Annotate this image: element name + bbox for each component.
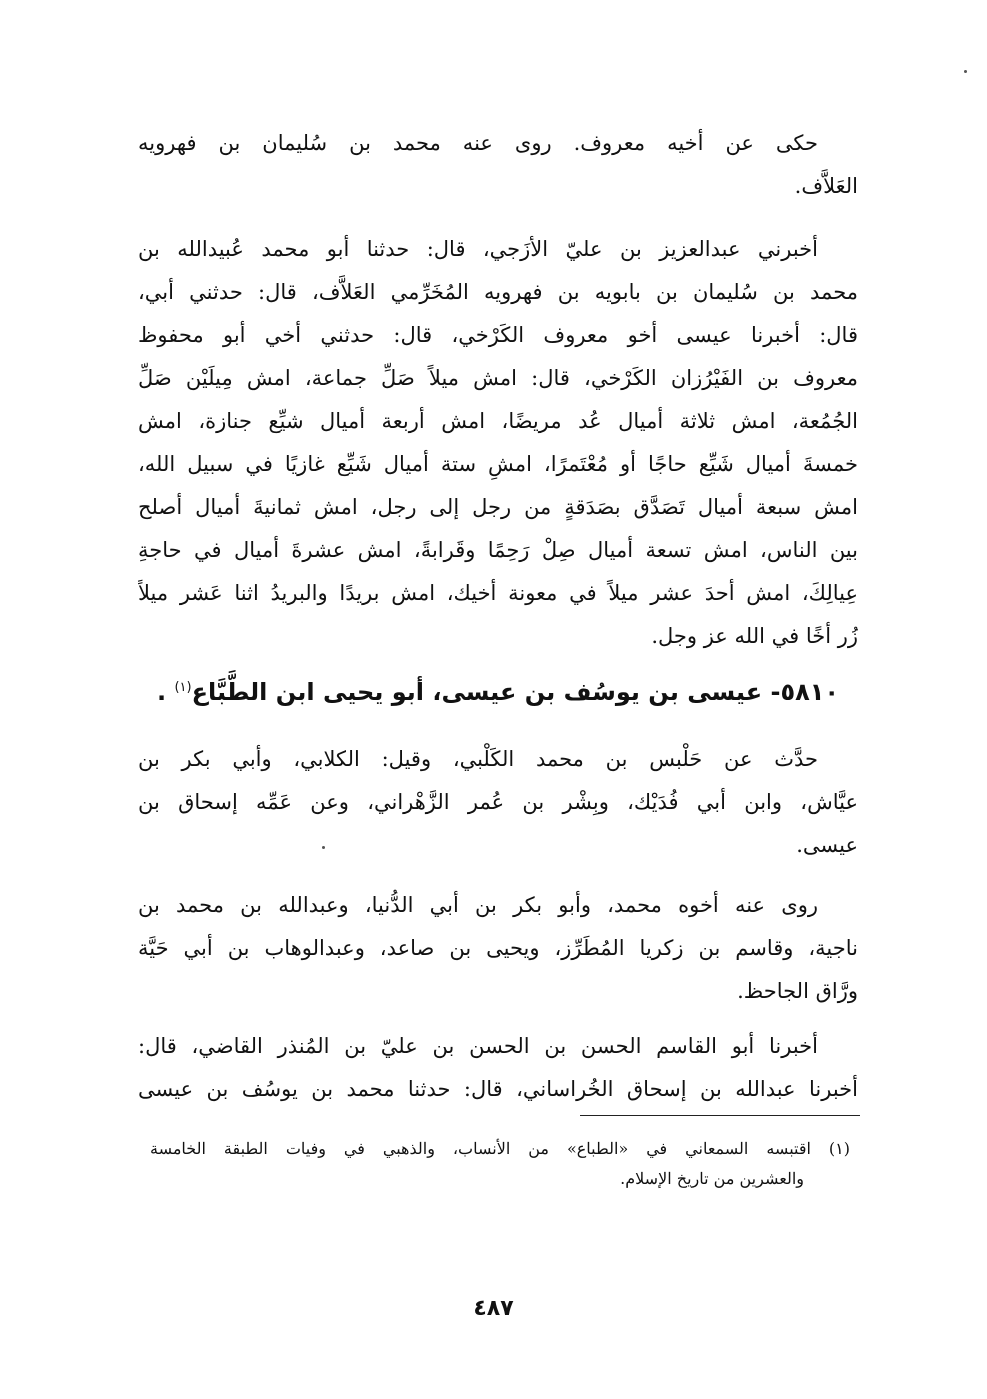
- text-line: بين الناس، امش تسعة أميال صِلْ رَحِمًا وقَرابةً، امش عشرةَ أميال في حاجةِ: [138, 538, 858, 562]
- scan-speck: [964, 70, 967, 73]
- entry-heading: [138, 668, 858, 712]
- text-line: حكى عن أخيه معروف. روى عنه محمد بن سُليمان بن فهرويه: [138, 131, 818, 155]
- text-line: أخبرنا أبو القاسم الحسن بن الحسن بن عليّ بن المُنذر القاضي، قال:: [138, 1034, 818, 1058]
- footnote-divider: [580, 1115, 860, 1116]
- text-line: عيَّاش، وابن أبي فُدَيْك، وبِشْر بن عُمر الزَّهْراني، وعن عَمِّه إسحاق بن: [138, 790, 858, 814]
- text-line: ورَّاق الجاحظ.: [737, 979, 858, 1003]
- text-line: امش سبعة أميال تَصَدَّق بصَدَقةٍ من رجل إلى رجل، امش ثمانيةَ أميال أصلح: [138, 495, 858, 519]
- scan-speck: [322, 846, 325, 849]
- paragraph-2: [138, 228, 858, 658]
- text-line: روى عنه أخوه محمد، وأبو بكر بن أبي الدُّنيا، وعبدالله بن محمد بن: [138, 893, 818, 917]
- footnote-marker: (١): [174, 680, 192, 695]
- text-line: خمسةَ أميال شَيِّع حاجًا أو مُعْتَمرًا، امشِ ستة أميال شَيِّع غازيًا في سبيل الله،: [138, 452, 858, 476]
- paragraph-3: [138, 738, 858, 867]
- text-line: الجُمُعة، امش ثلاثة أميال عُد مريضًا، امش أربعة أميال شيِّع جنازة، امش: [138, 409, 858, 433]
- text-line: العَلاَّف.: [794, 174, 858, 198]
- footnote-line: (١) اقتبسه السمعاني في «الطباع» من الأنساب، والذهبي في وفيات الطبقة الخامسة: [150, 1139, 850, 1158]
- text-line: قال: أخبرنا عيسى أخو معروف الكَرْخي، قال: حدثني أخي أبو محفوظ: [138, 323, 858, 347]
- paragraph-5: [138, 1025, 858, 1111]
- paragraph-1: [138, 122, 858, 208]
- text-line: زُر أخًا في الله عز وجل.: [651, 624, 858, 648]
- text-line: عِيالِكَ، امش أحدَ عشر ميلاً في معونة أخيك، امش بريدًا والبريدُ اثنا عَشر ميلاً: [138, 581, 858, 605]
- text-line: عيسى.: [796, 833, 858, 857]
- page-number: ٤٨٧: [473, 1296, 514, 1321]
- heading-end: .: [156, 678, 167, 706]
- footnote: [150, 1134, 850, 1194]
- text-line: حدَّث عن حَلْبس بن محمد الكَلْبي، وقيل: الكلابي، وأبي بكر بن: [138, 747, 818, 771]
- text-line: أخبرني عبدالعزيز بن عليّ الأزَجي، قال: حدثنا أبو محمد عُبيدالله بن: [138, 237, 818, 261]
- text-line: محمد بن سُليمان بن بابويه بن فهرويه المُخَرِّمي العَلاَّف، قال: حدثني أبي،: [138, 280, 858, 304]
- text-line: ناجية، وقاسم بن زكريا المُطَرِّز، ويحيى بن صاعد، وعبدالوهاب بن أبي حَيَّة: [138, 936, 858, 960]
- entry-heading-text: ٥٨١٠- عيسى بن يوسُف بن عيسى، أبو يحيى ابن الطَّبَّاع: [191, 678, 840, 706]
- paragraph-4: [138, 884, 858, 1013]
- text-line: معروف بن الفَيْرُزان الكَرْخي، قال: امش ميلاً صَلِّ جماعة، امش مِيلَيْن صَلِّ: [138, 366, 858, 390]
- footnote-line: والعشرين من تاريخ الإسلام.: [620, 1169, 804, 1188]
- text-line: أخبرنا عبدالله بن إسحاق الخُراساني، قال: حدثنا محمد بن يوسُف بن عيسى: [138, 1077, 858, 1101]
